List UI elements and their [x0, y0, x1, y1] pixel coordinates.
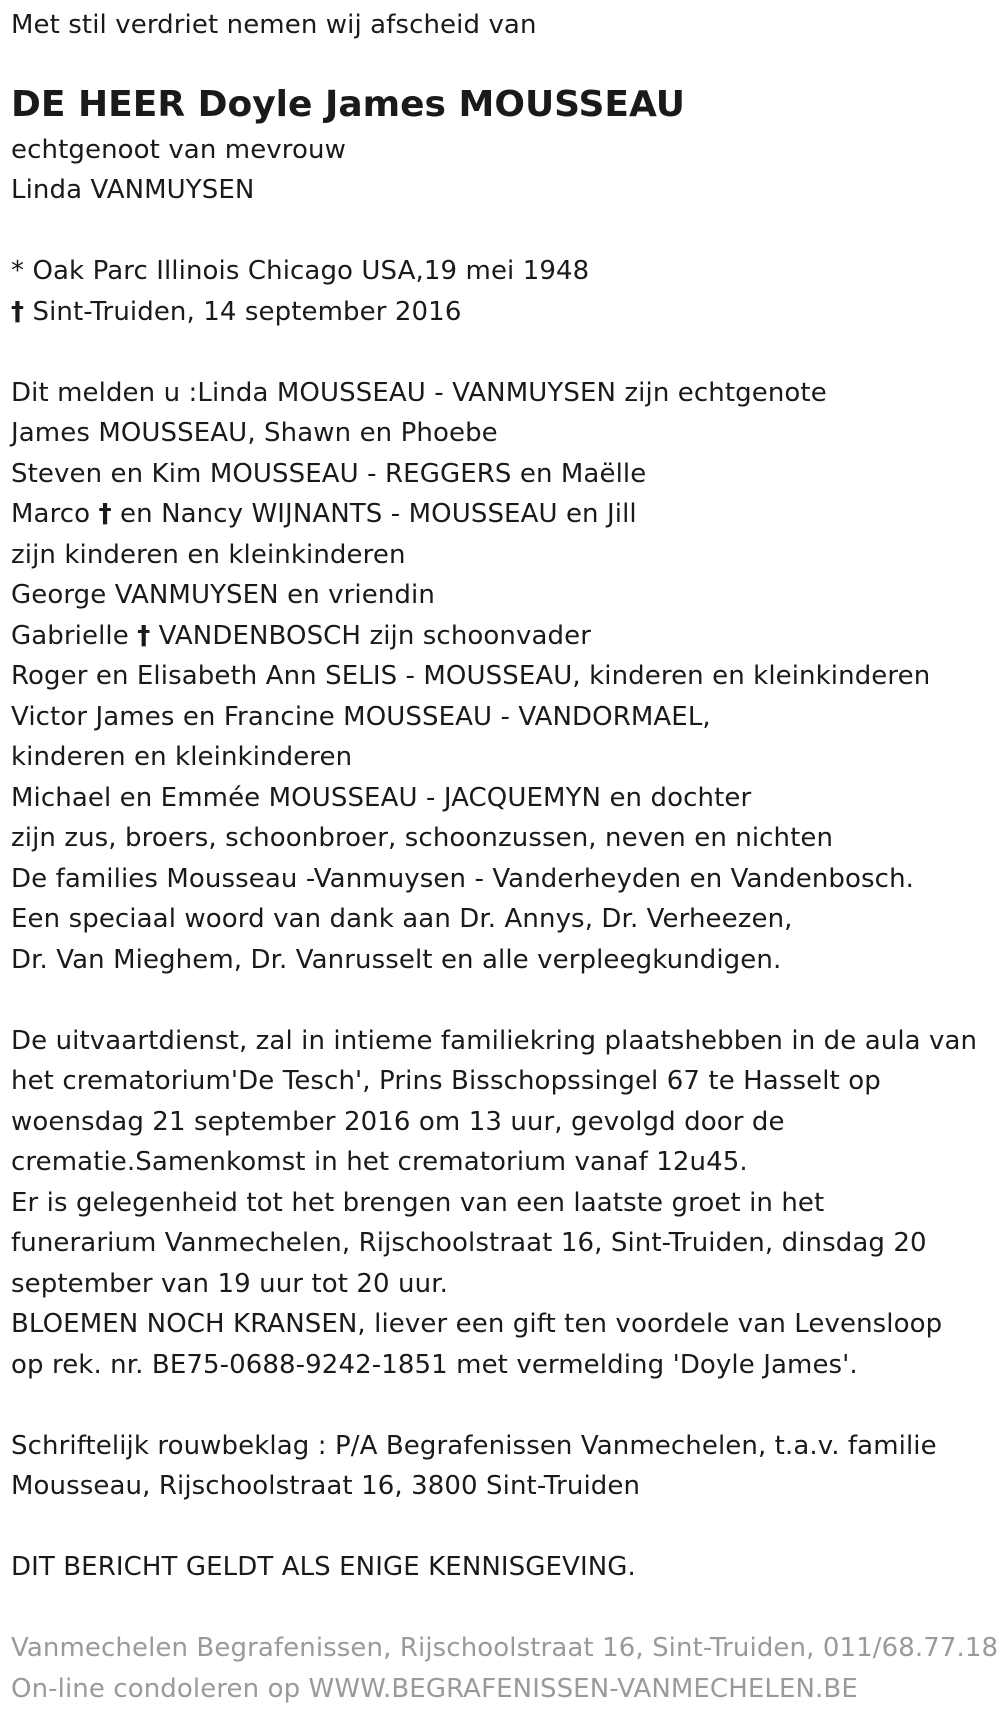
cross-icon: †	[137, 620, 151, 651]
condolence-line: Schriftelijk rouwbeklag : P/A Begrafenissen Vanmechelen, t.a.v. familie	[11, 1430, 937, 1461]
service-line: september van 19 uur tot 20 uur.	[11, 1268, 448, 1299]
family-line: James MOUSSEAU, Shawn en Phoebe	[11, 418, 498, 448]
footer-website-line: On-line condoleren op WWW.BEGRAFENISSEN-VANMECHELEN.BE	[11, 1673, 858, 1704]
deceased-name: DE HEER Doyle James MOUSSEAU	[11, 83, 685, 125]
family-line	[11, 494, 996, 535]
family-line: Dr. Van Mieghem, Dr. Vanrusselt en alle verpleegkundigen.	[11, 944, 782, 975]
family-line	[11, 616, 996, 657]
family-line: zijn zus, broers, schoonbroer, schoonzussen, neven en nichten	[11, 823, 834, 853]
intro-text: Met stil verdriet nemen wij afscheid van	[11, 10, 537, 40]
family-line: Een speciaal woord van dank aan Dr. Annys, Dr. Verheezen,	[11, 904, 793, 934]
service-line: crematie.Samenkomst in het crematorium vanaf 12u45.	[11, 1147, 748, 1177]
service-line: De uitvaartdienst, zal in intieme familiekring plaatshebben in de aula van	[11, 1025, 978, 1056]
service-line: Er is gelegenheid tot het brengen van een laatste groet in het	[11, 1187, 825, 1218]
family-line: zijn kinderen en kleinkinderen	[11, 539, 406, 570]
service-line: funerarium Vanmechelen, Rijschoolstraat 16, Sint-Truiden, dinsdag 20	[11, 1228, 927, 1258]
death-line	[11, 292, 996, 333]
notice-text: DIT BERICHT GELDT ALS ENIGE KENNISGEVING.	[11, 1552, 636, 1582]
service-line: BLOEMEN NOCH KRANSEN, liever een gift ten voordele van Levensloop	[11, 1309, 943, 1339]
condolence-line: Mousseau, Rijschoolstraat 16, 3800 Sint-Truiden	[11, 1471, 641, 1501]
obituary-notice	[11, 5, 999, 1709]
service-line: het crematorium'De Tesch', Prins Bisschopssingel 67 te Hasselt op	[11, 1066, 881, 1096]
footer-line: Vanmechelen Begrafenissen, Rijschoolstraat 16, Sint-Truiden, 011/68.77.18	[11, 1633, 999, 1663]
family-text: Gabrielle	[11, 620, 138, 651]
spouse-line-1: echtgenoot van mevrouw	[11, 134, 346, 165]
family-text: Marco	[11, 499, 99, 529]
family-line: Roger en Elisabeth Ann SELIS - MOUSSEAU, kinderen en kleinkinderen	[11, 661, 931, 691]
spouse-line-2: Linda VANMUYSEN	[11, 175, 255, 205]
cross-icon: †	[98, 499, 112, 529]
family-line: Michael en Emmée MOUSSEAU - JACQUEMYN en dochter	[11, 782, 752, 813]
service-line: op rek. nr. BE75-0688-9242-1851 met vermelding 'Doyle James'.	[11, 1349, 858, 1380]
family-line: kinderen en kleinkinderen	[11, 742, 353, 772]
family-line: Victor James en Francine MOUSSEAU - VANDORMAEL,	[11, 701, 711, 732]
family-text: VANDENBOSCH zijn schoonvader	[150, 620, 592, 651]
cross-icon: †	[11, 296, 25, 327]
service-line: woensdag 21 september 2016 om 13 uur, gevolgd door de	[11, 1106, 785, 1137]
family-line: Dit melden u :Linda MOUSSEAU - VANMUYSEN zijn echtgenote	[11, 377, 827, 408]
family-text: en Nancy WIJNANTS - MOUSSEAU en Jill	[111, 499, 637, 529]
death-text: Sint-Truiden, 14 september 2016	[24, 296, 462, 327]
birth-line: * Oak Parc Illinois Chicago USA,19 mei 1948	[11, 256, 590, 286]
family-line: Steven en Kim MOUSSEAU - REGGERS en Maëlle	[11, 458, 647, 489]
family-line: George VANMUYSEN en vriendin	[11, 580, 435, 610]
family-line: De families Mousseau -Vanmuysen - Vanderheyden en Vandenbosch.	[11, 863, 915, 894]
